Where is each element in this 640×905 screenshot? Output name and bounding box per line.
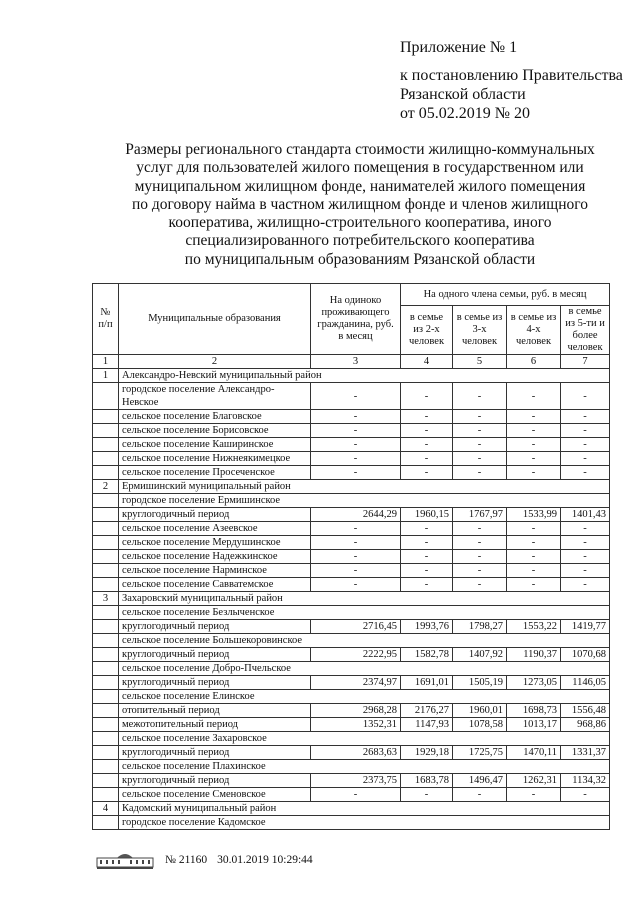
title-line: кооператива, жилищно-строительного кооператива, иного <box>168 214 552 232</box>
table-row <box>93 718 610 732</box>
row-number <box>93 718 119 732</box>
cell-value: - <box>507 466 561 480</box>
settlement-row <box>93 606 610 620</box>
row-number <box>93 466 119 480</box>
table-row <box>93 508 610 522</box>
cell-value: - <box>311 466 401 480</box>
cell-value: 1070,68 <box>561 648 610 662</box>
district-name: Александро-Невский муниципальный район <box>119 369 610 383</box>
column-number: 1 <box>93 355 119 369</box>
column-number: 5 <box>453 355 507 369</box>
cell-value: - <box>401 788 453 802</box>
table-row <box>93 676 610 690</box>
cell-value: 1960,15 <box>401 508 453 522</box>
cell-value: 1496,47 <box>453 774 507 788</box>
cell-value: - <box>401 438 453 452</box>
cell-value: - <box>401 466 453 480</box>
cell-value: - <box>507 383 561 410</box>
cell-value: - <box>507 550 561 564</box>
cell-value: - <box>311 564 401 578</box>
cell-value: 1262,31 <box>507 774 561 788</box>
district-row <box>93 802 610 816</box>
row-number: 1 <box>93 369 119 383</box>
cell-value: - <box>561 788 610 802</box>
table-row <box>93 383 610 410</box>
document-number: № 21160 <box>165 854 208 866</box>
cell-value: - <box>401 550 453 564</box>
settlement-row <box>93 690 610 704</box>
cell-value: 1407,92 <box>453 648 507 662</box>
table-row <box>93 648 610 662</box>
appendix-line: к постановлению Правительства <box>400 67 623 84</box>
cell-value: 1533,99 <box>507 508 561 522</box>
settlement-name: городское поселение Кадомское <box>119 816 610 830</box>
table-row <box>93 788 610 802</box>
cell-value: - <box>401 452 453 466</box>
row-name: отопительный период <box>119 704 311 718</box>
cell-value: - <box>453 438 507 452</box>
appendix-line: от 05.02.2019 № 20 <box>400 105 531 122</box>
cell-value: 1698,73 <box>507 704 561 718</box>
district-row <box>93 592 610 606</box>
row-number <box>93 522 119 536</box>
cell-value: 1273,05 <box>507 676 561 690</box>
title-line: муниципальном жилищном фонде, нанимателей жилого помещения <box>134 177 586 195</box>
cell-value: - <box>507 410 561 424</box>
row-number <box>93 438 119 452</box>
footer <box>95 850 313 870</box>
cell-value: 1798,27 <box>453 620 507 634</box>
cell-value: 1767,97 <box>453 508 507 522</box>
cell-value: - <box>311 536 401 550</box>
row-number <box>93 732 119 746</box>
settlement-row <box>93 494 610 508</box>
title-line: по муниципальным образованиям Рязанской области <box>184 250 536 268</box>
cell-value: - <box>453 410 507 424</box>
cell-value: 1352,31 <box>311 718 401 732</box>
cell-value: - <box>561 383 610 410</box>
cell-value: 1929,18 <box>401 746 453 760</box>
cell-value: - <box>401 410 453 424</box>
cell-value: - <box>401 536 453 550</box>
row-name: сельское поселение Каширинское <box>119 438 311 452</box>
government-building-logo <box>95 850 155 870</box>
row-name: круглогодичный период <box>119 648 311 662</box>
row-name: круглогодичный период <box>119 746 311 760</box>
settlement-name: сельское поселение Захаровское <box>119 732 610 746</box>
row-number <box>93 550 119 564</box>
row-number <box>93 383 119 410</box>
row-name: круглогодичный период <box>119 620 311 634</box>
cell-value: - <box>507 536 561 550</box>
column-number: 2 <box>119 355 311 369</box>
row-number <box>93 662 119 676</box>
timestamp: 30.01.2019 10:29:44 <box>217 854 313 866</box>
cell-value: - <box>311 550 401 564</box>
row-name: сельское поселение Нижнеякимецкое <box>119 452 311 466</box>
cell-value: - <box>311 383 401 410</box>
cell-value: - <box>401 522 453 536</box>
table-row <box>93 424 610 438</box>
cell-value: - <box>453 522 507 536</box>
title-line: Размеры регионального стандарта стоимости жилищно-коммунальных <box>125 141 595 158</box>
settlement-row <box>93 634 610 648</box>
cell-value: - <box>561 452 610 466</box>
cell-value: 1147,93 <box>401 718 453 732</box>
cell-value: - <box>453 564 507 578</box>
row-name: сельское поселение Азеевское <box>119 522 311 536</box>
cell-value: 1401,43 <box>561 508 610 522</box>
header-f5: в семье из 5-ти и более человек <box>561 306 610 355</box>
settlement-name: сельское поселение Большекоровинское <box>119 634 610 648</box>
cell-value: - <box>561 522 610 536</box>
table-row <box>93 704 610 718</box>
cell-value: 1470,11 <box>507 746 561 760</box>
table-row <box>93 550 610 564</box>
row-name: сельское поселение Нарминское <box>119 564 311 578</box>
cell-value: - <box>401 578 453 592</box>
cell-value: - <box>507 424 561 438</box>
row-number <box>93 410 119 424</box>
row-number <box>93 508 119 522</box>
cell-value: - <box>561 424 610 438</box>
column-number: 6 <box>507 355 561 369</box>
cell-value: - <box>453 578 507 592</box>
cell-value: - <box>561 550 610 564</box>
title-line: специализированного потребительского кооператива <box>185 232 535 250</box>
row-number <box>93 760 119 774</box>
table-row <box>93 410 610 424</box>
row-number: 3 <box>93 592 119 606</box>
row-name: сельское поселение Надежкинское <box>119 550 311 564</box>
cell-value: - <box>401 383 453 410</box>
cell-value: - <box>507 788 561 802</box>
cell-value: - <box>507 578 561 592</box>
table-row <box>93 452 610 466</box>
column-number: 3 <box>311 355 401 369</box>
table-row <box>93 620 610 634</box>
cell-value: - <box>311 424 401 438</box>
settlement-row <box>93 662 610 676</box>
cell-value: - <box>311 452 401 466</box>
cell-value: - <box>453 383 507 410</box>
cell-value: - <box>453 550 507 564</box>
cell-value: - <box>401 564 453 578</box>
cell-value: 2716,45 <box>311 620 401 634</box>
row-number <box>93 704 119 718</box>
cell-value: 1553,22 <box>507 620 561 634</box>
table-row <box>93 564 610 578</box>
row-name: межотопительный период <box>119 718 311 732</box>
cell-value: - <box>507 452 561 466</box>
cell-value: - <box>561 578 610 592</box>
cell-value: - <box>453 788 507 802</box>
district-name: Кадомский муниципальный район <box>119 802 610 816</box>
header-f3: в семье из 3-х человек <box>453 306 507 355</box>
table-row <box>93 774 610 788</box>
cell-value: 1725,75 <box>453 746 507 760</box>
appendix-title: Приложение № 1 <box>400 39 518 56</box>
cell-value: - <box>561 438 610 452</box>
cell-value: 1419,77 <box>561 620 610 634</box>
row-number <box>93 676 119 690</box>
cell-value: - <box>561 466 610 480</box>
cell-value: - <box>453 536 507 550</box>
row-number <box>93 494 119 508</box>
cell-value: - <box>311 522 401 536</box>
settlement-name: сельское поселение Елинское <box>119 690 610 704</box>
cell-value: - <box>561 410 610 424</box>
row-number <box>93 788 119 802</box>
row-number <box>93 648 119 662</box>
table-row <box>93 466 610 480</box>
standards-table <box>92 283 610 830</box>
row-number: 4 <box>93 802 119 816</box>
table-row <box>93 746 610 760</box>
settlement-row <box>93 732 610 746</box>
cell-value: - <box>453 424 507 438</box>
settlement-row <box>93 760 610 774</box>
cell-value: - <box>507 438 561 452</box>
settlement-name: городское поселение Ермишинское <box>119 494 610 508</box>
cell-value: - <box>311 438 401 452</box>
column-number: 4 <box>401 355 453 369</box>
header-f4: в семье из 4-х человек <box>507 306 561 355</box>
column-number: 7 <box>561 355 610 369</box>
title-line: по договору найма в частном жилищном фонде и членов жилищного <box>132 195 588 213</box>
row-number <box>93 452 119 466</box>
cell-value: 2176,27 <box>401 704 453 718</box>
district-name: Захаровский муниципальный район <box>119 592 610 606</box>
row-number <box>93 424 119 438</box>
table-row <box>93 438 610 452</box>
cell-value: - <box>507 564 561 578</box>
cell-value: - <box>453 452 507 466</box>
cell-value: - <box>561 564 610 578</box>
row-name: сельское поселение Просеченское <box>119 466 311 480</box>
district-name: Ермишинский муниципальный район <box>119 480 610 494</box>
table-row <box>93 578 610 592</box>
row-name: сельское поселение Сменовское <box>119 788 311 802</box>
cell-value: - <box>507 522 561 536</box>
cell-value: 1993,76 <box>401 620 453 634</box>
cell-value: 1683,78 <box>401 774 453 788</box>
cell-value: 1582,78 <box>401 648 453 662</box>
settlement-row <box>93 816 610 830</box>
cell-value: - <box>453 466 507 480</box>
cell-value: 2683,63 <box>311 746 401 760</box>
row-name: городское поселение Александро-Невское <box>119 383 311 410</box>
cell-value: 2644,29 <box>311 508 401 522</box>
header-name: Муниципальные образования <box>119 284 311 355</box>
cell-value: 1691,01 <box>401 676 453 690</box>
cell-value: - <box>311 410 401 424</box>
row-number <box>93 578 119 592</box>
row-name: круглогодичный период <box>119 774 311 788</box>
document-title <box>100 141 620 269</box>
cell-value: 1190,37 <box>507 648 561 662</box>
cell-value: - <box>311 788 401 802</box>
cell-value: 1556,48 <box>561 704 610 718</box>
row-number: 2 <box>93 480 119 494</box>
appendix-line: Рязанской области <box>400 86 526 103</box>
district-row <box>93 480 610 494</box>
header-family: На одного члена семьи, руб. в месяц <box>401 284 610 306</box>
settlement-name: сельское поселение Добро-Пчельское <box>119 662 610 676</box>
row-name: круглогодичный период <box>119 676 311 690</box>
header-single: На одиноко проживающего гражданина, руб. в месяц <box>311 284 401 355</box>
header-f2: в семье из 2-х человек <box>401 306 453 355</box>
cell-value: 1134,32 <box>561 774 610 788</box>
cell-value: 1146,05 <box>561 676 610 690</box>
row-name: круглогодичный период <box>119 508 311 522</box>
row-number <box>93 634 119 648</box>
settlement-name: сельское поселение Безлыченское <box>119 606 610 620</box>
cell-value: - <box>561 536 610 550</box>
row-number <box>93 816 119 830</box>
cell-value: 2222,95 <box>311 648 401 662</box>
cell-value: 2968,28 <box>311 704 401 718</box>
row-number <box>93 620 119 634</box>
row-name: сельское поселение Борисовское <box>119 424 311 438</box>
row-name: сельское поселение Благовское <box>119 410 311 424</box>
row-number <box>93 606 119 620</box>
row-name: сельское поселение Мердушинское <box>119 536 311 550</box>
cell-value: 2373,75 <box>311 774 401 788</box>
cell-value: - <box>401 424 453 438</box>
cell-value: 1960,01 <box>453 704 507 718</box>
cell-value: 1505,19 <box>453 676 507 690</box>
table-row <box>93 536 610 550</box>
settlement-name: сельское поселение Плахинское <box>119 760 610 774</box>
header-num: № п/п <box>93 284 119 355</box>
district-row <box>93 369 610 383</box>
title-line: услуг для пользователей жилого помещения в государственном или <box>136 159 584 177</box>
row-number <box>93 690 119 704</box>
row-number <box>93 774 119 788</box>
cell-value: - <box>311 578 401 592</box>
appendix-block <box>400 38 623 123</box>
cell-value: 2374,97 <box>311 676 401 690</box>
table-row <box>93 522 610 536</box>
row-number <box>93 564 119 578</box>
row-name: сельское поселение Савватемское <box>119 578 311 592</box>
cell-value: 1331,37 <box>561 746 610 760</box>
row-number <box>93 536 119 550</box>
row-number <box>93 746 119 760</box>
cell-value: 1078,58 <box>453 718 507 732</box>
cell-value: 968,86 <box>561 718 610 732</box>
cell-value: 1013,17 <box>507 718 561 732</box>
